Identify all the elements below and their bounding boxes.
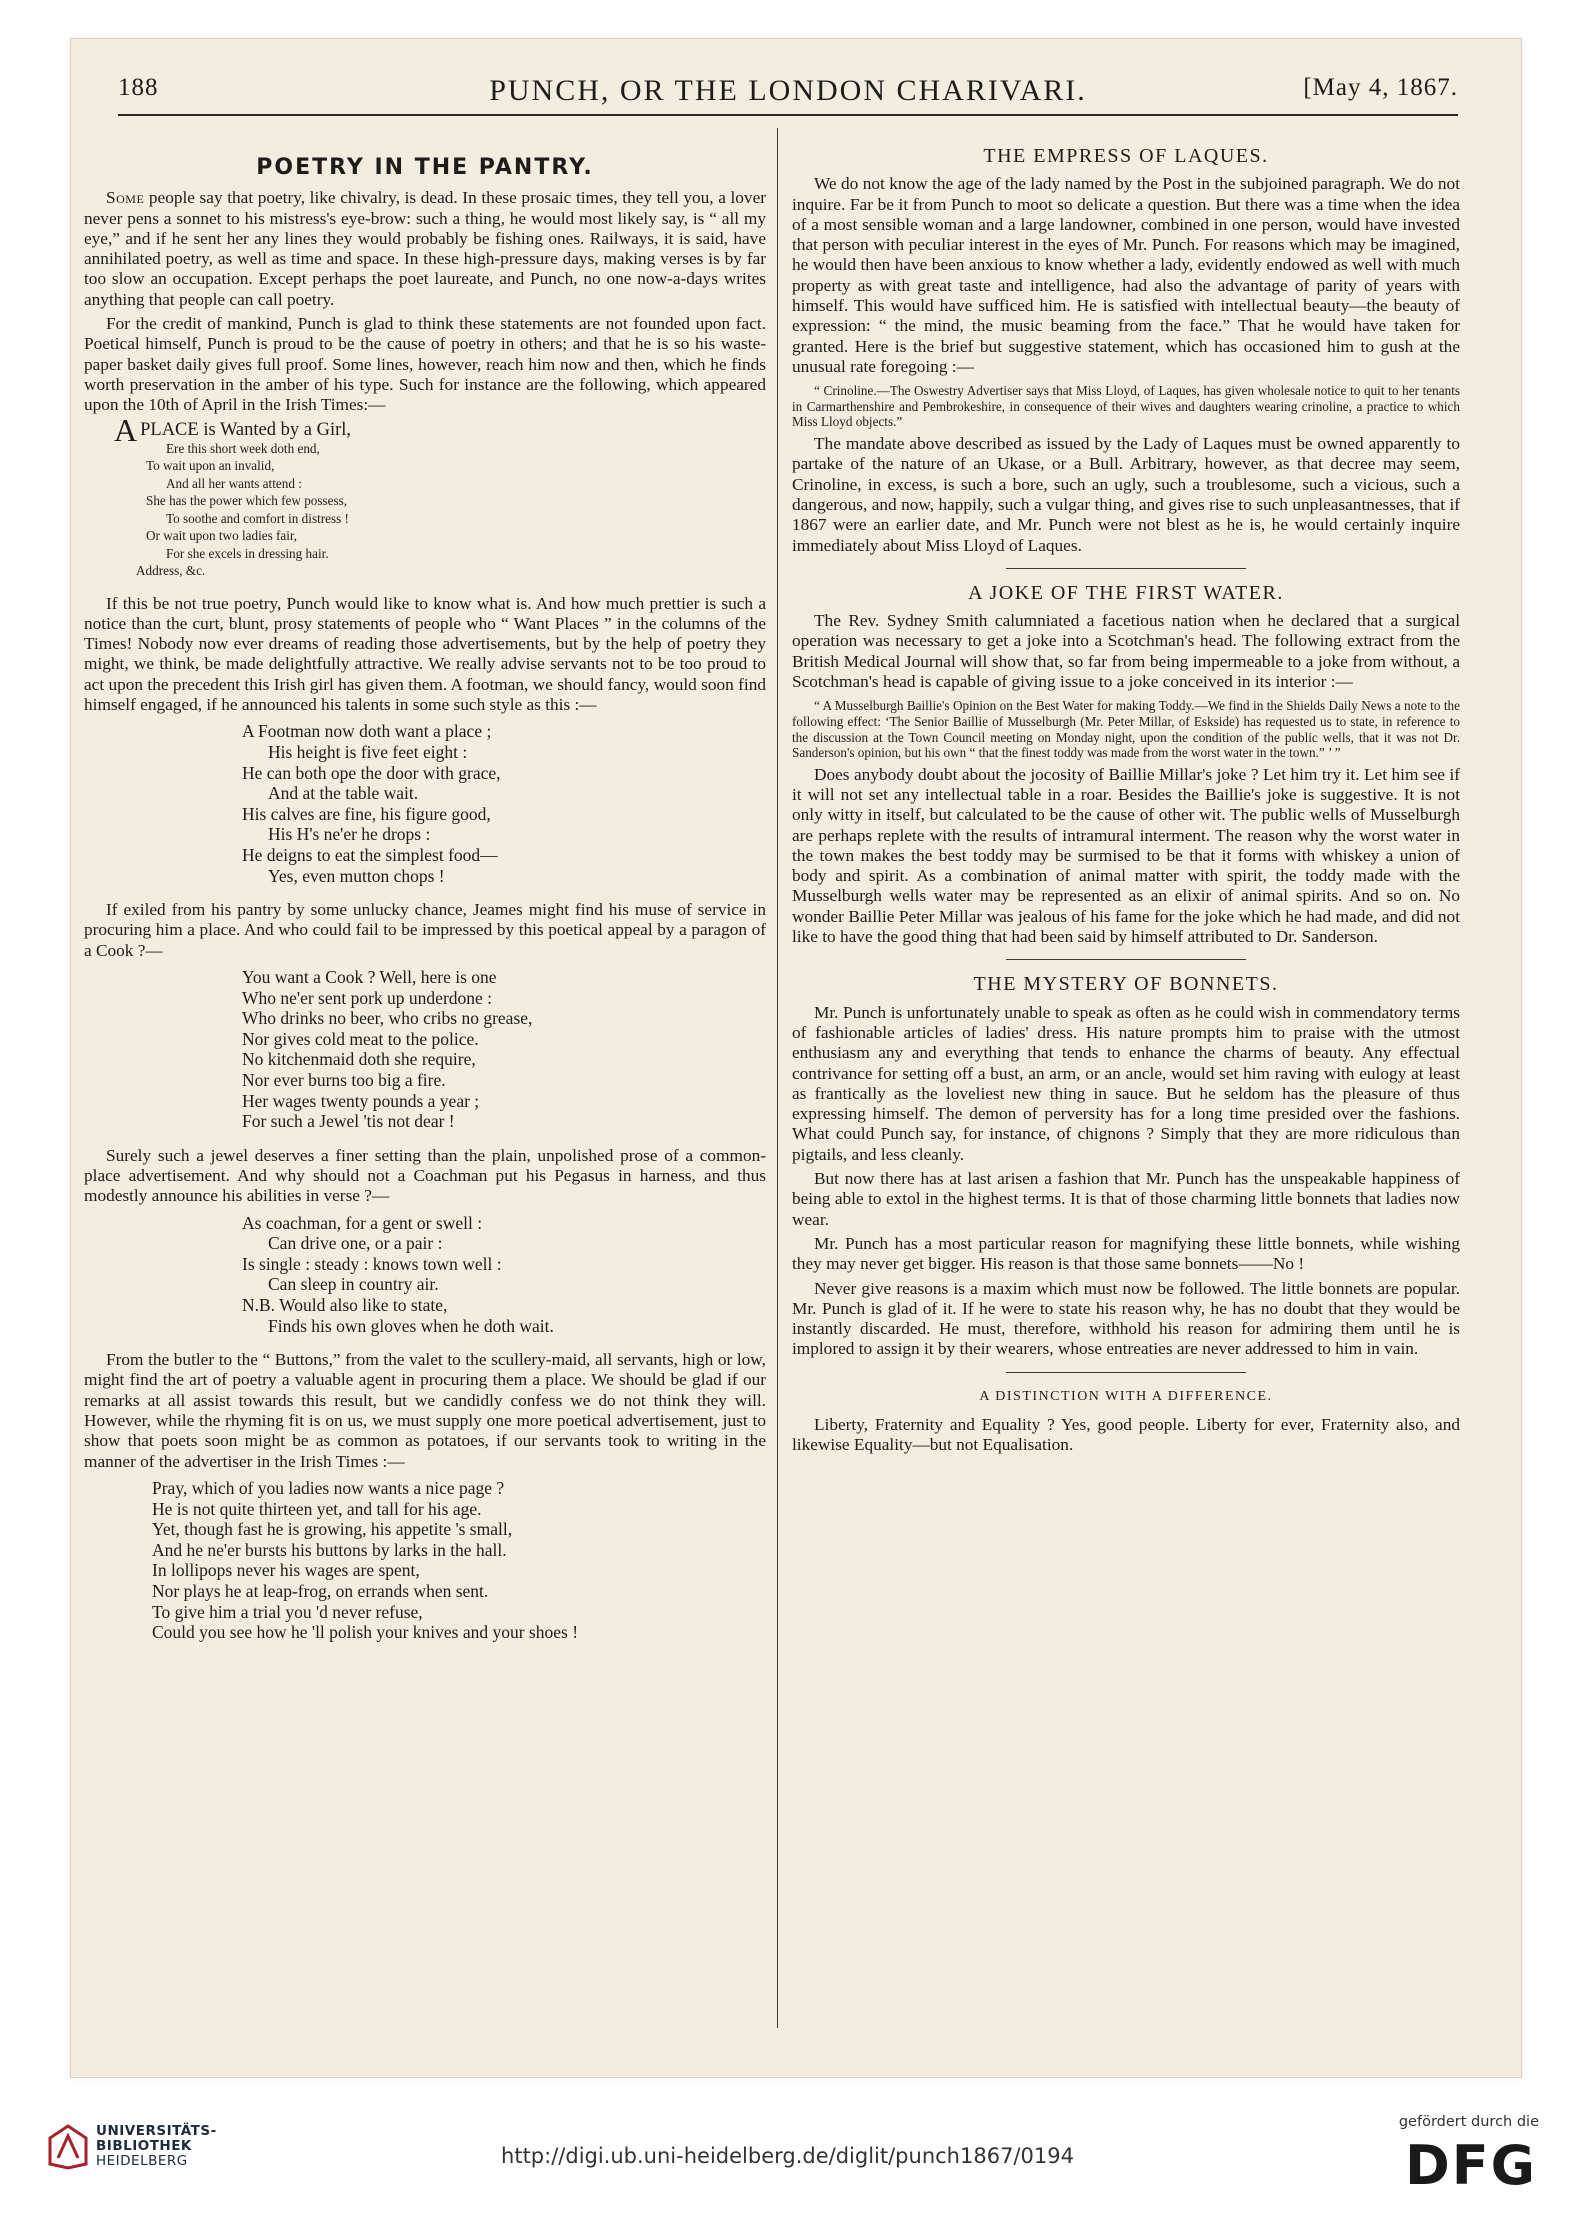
verse-line: She has the power which few possess, [146,493,348,509]
verse-line: Or wait upon two ladies fair, [146,528,298,544]
paragraph: We do not know the age of the lady named by the Post in the subjoined paragraph. We do not inquire. Far be it from Punch to moot so delicate a question. But there was a time when the idea of a most sensible woman and a large landowner, combined in one person, would have invested that person with peculiar interest in the eyes of Mr. Punch. For reasons which may be imagined, he would then have been anxious to know whether a lady, evidently endowed as well with much property as with great taste and intelligence, had also the advantage of parity of years with himself. This would have sufficed him. He is satisfied with intellectual beauty—the beauty of expression: “ the mind, the music beaming from the face.” That he would have taken for granted. Here is the brief but suggestive statement, which has occasioned him to gush at the unusual rate foregoing :— [792,174,1460,376]
poem-line: Can drive one, or a pair : [268,1233,443,1254]
poem-line: Her wages twenty pounds a year ; [242,1090,480,1111]
paragraph: The mandate above described as issued by the Lady of Laques must be owned apparently to partake of the nature of an Ukase, or a Bull. Arbitrary, however, as that decree may seem, Crinoline, in excess, is such a bore, such an ugly, such a troublesome, such a vicious, such a dangerous, and now, happily, such a vulgar thing, and gives rise to such unpleasantnesses, that if 1867 were an earlier date, and Mr. Punch were not blest as he is, he would certainly inquire immediately about Miss Lloyd of Laques. [792,434,1460,555]
poem-line: He is not quite thirteen yet, and tall for his age. [152,1498,482,1519]
poem-line: Who ne'er sent pork up underdone : [242,987,493,1008]
poem-footman [84,721,766,886]
poem-line: His height is five feet eight : [268,741,468,762]
poem-line: Nor plays he at leap-frog, on errands when sent. [152,1580,489,1601]
paragraph: Some people say that poetry, like chivalry, is dead. In these prosaic times, they tell you, a lover never pens a sonnet to his mistress's eye-brow: such a thing, he would most likely say, is “ all my eye,” and if he sent her any lines they would probably be fishing ones. Railways, it is said, have annihilated poetry, as well as time and space. In these high-pressure days, making verses is by far too slow an occupation. Except perhaps the poet laureate, and Punch, no one now-a-days writes anything that people can call poetry. [84,188,766,309]
poem-line: He deigns to eat the simplest food— [242,844,498,865]
poem-line: Pray, which of you ladies now wants a nice page ? [152,1477,505,1498]
poem-line: Nor gives cold meat to the police. [242,1028,479,1049]
poem-line: Nor ever burns too big a fire. [242,1069,446,1090]
poem-line: Can sleep in country air. [268,1274,439,1295]
advertisement-verse [84,411,766,580]
poem-line: As coachman, for a gent or swell : [242,1212,483,1233]
poem-line: His calves are fine, his figure good, [242,803,491,824]
poem-coachman [84,1213,766,1337]
paragraph: Never give reasons is a maxim which must now be followed. The little bonnets are popular. Mr. Punch is glad of it. If he were to state his reason why, he has no doubt that they would be instantly discarded. He must, therefore, withhold his reason for admiring them until he is implored to assign it by their wearers, whose entreaties are never addressed to him in vain. [792,1278,1460,1359]
quoted-note: “ A Musselburgh Baillie's Opinion on the Best Water for making Toddy.—We find in the Shields Daily News a note to the following effect: ‘The Senior Baillie of Musselburgh (Mr. Peter Millar, of Eskside) has requested us to state, in reference to the discussion at the Town Council meeting on Monday night, upon the condition of the public wells, that it was not Dr. Sanderson's opinion, but his own “ that the finest toddy was made from the worst water in the town.” ’ ” [792,698,1460,761]
poem-line: Who drinks no beer, who cribs no grease, [242,1008,533,1029]
verse-line: To wait upon an invalid, [146,458,275,474]
paragraph: Liberty, Fraternity and Equality ? Yes, good people. Liberty for ever, Fraternity also, and likewise Equality—but not Equalisation. [792,1415,1460,1455]
poem-line: No kitchenmaid doth she require, [242,1049,476,1070]
page-header [118,72,1458,116]
quoted-note: “ Crinoline.—The Oswestry Advertiser says that Miss Lloyd, of Laques, has given wholesale notice to quit to her tenants in Carmarthenshire and Pembrokeshire, in consequence of their wives and daughters wearing crinoline, a practice to which Miss Lloyd objects.” [792,383,1460,430]
poem-line: Yet, though fast he is growing, his appetite 's small, [152,1519,513,1540]
verse-line: Address, &c. [136,563,206,579]
poem-page [84,1478,766,1643]
column-divider [777,128,778,2028]
poem-line: You want a Cook ? Well, here is one [242,966,497,987]
library-name: UNIVERSITÄTS- BIBLIOTHEK HEIDELBERG [96,2123,217,2169]
poem-line: Yes, even mutton chops ! [268,865,445,886]
poem-line: And he ne'er bursts his buttons by larks in the hall. [152,1539,507,1560]
lead-word: Some [106,188,145,208]
article-title-distinction: A DISTINCTION WITH A DIFFERENCE. [979,1388,1273,1404]
issue-date: [May 4, 1867. [1303,74,1458,101]
page-number: 188 [118,74,159,101]
poem-cook [84,967,766,1132]
section-divider [1006,568,1246,569]
poem-line: Finds his own gloves when he doth wait. [268,1315,554,1336]
dfg-logo: DFG [1404,2134,1537,2197]
paragraph: From the butler to the “ Buttons,” from the valet to the scullery-maid, all servants, high or low, might find the art of poetry a valuable agent in procuring them a place. We should be glad if our remarks at all assist towards this result, but we candidly confess we do not think they will. However, while the rhyming fit is on us, we must supply one more poetical advertisement, just to show that poets soon might be as common as potatoes, if our servants took to writing in the manner of the advertiser in the Irish Times :— [84,1350,766,1471]
right-column [792,130,1460,1460]
article-title-joke: A JOKE OF THE FIRST WATER. [968,581,1284,604]
viewer-footer [0,2100,1575,2218]
verse-line: For she excels in dressing hair. [166,545,329,561]
funding-caption: gefördert durch die [1398,2114,1539,2130]
paragraph: For the credit of mankind, Punch is glad to think these statements are not founded upon fact. Poetical himself, Punch is proud to be the cause of poetry in others; and that he is so his waste-paper basket daily gives full proof. Some lines, however, reach him now and then, which he finds worth preservation in the amber of his type. Such for instance are the following, which appeared upon the 10th of April in the Irish Times:— [84,314,766,415]
poem-line: N.B. Would also like to state, [242,1295,448,1315]
poem-line: In lollipops never his wages are spent, [152,1560,420,1581]
verse-line: To soothe and comfort in distress ! [166,510,349,526]
article-title-empress: THE EMPRESS OF LAQUES. [983,145,1269,167]
verse-line: And all her wants attend : [166,475,302,491]
left-column [84,130,766,1657]
section-divider [1006,959,1246,960]
permalink-url[interactable]: http://digi.ub.uni-heidelberg.de/diglit/punch1867/0194 [501,2144,1074,2168]
poem-line: For such a Jewel 'tis not dear ! [242,1111,455,1132]
poem-line: Is single : steady : knows town well : [242,1253,502,1274]
paragraph: Does anybody doubt about the jocosity of Baillie Millar's joke ? Let him try it. Let him see if it will not set any intellectual table in a roar. Besides the Baillie's joke is suggestive. It is not only witty in itself, but calculated to be the cause of other wit. The public wells of Musselburgh are perhaps replete with the results of intramural interment. The reason why the worst water in the town makes the best toddy may be surmised to be that it forms with whiskey a union of body and spirit. As a combination of animal matter with spirit, the toddy made with the Musselburgh wells water may be represented as an elixir of animal spirits. And so on. No wonder Baillie Peter Millar was jealous of his fame for the joke which he had made, and did not like to have the good thing that had been said by himself attributed to Dr. Sanderson. [792,764,1460,947]
paragraph: Mr. Punch has a most particular reason for magnifying these little bonnets, while wishing they may never get bigger. His reason is that those same bonnets——No ! [792,1233,1460,1274]
paragraph: Surely such a jewel deserves a finer setting than the plain, unpolished prose of a common-place advertisement. And why should not a Coachman put his Pegasus in harness, and thus modestly announce his abilities in verse ?— [84,1145,766,1206]
verse-line: Ere this short week doth end, [166,440,320,456]
poem-line: He can both ope the door with grace, [242,762,501,783]
poem-line: His H's ne'er he drops : [268,824,431,845]
poem-line: To give him a trial you 'd never refuse, [152,1601,423,1622]
article-title-poetry: POETRY IN THE PANTRY. [256,155,594,180]
section-divider [1006,1372,1246,1373]
paragraph: But now there has at last arisen a fashion that Mr. Punch has the unspeakable happiness of being able to extol in the highest terms. It is that of those charming little bonnets that ladies now wear. [792,1169,1460,1229]
article-title-bonnets: THE MYSTERY OF BONNETS. [973,973,1279,996]
poem-line: And at the table wait. [268,783,419,804]
poem-line: A Footman now doth want a place ; [242,721,492,742]
paragraph: Mr. Punch is unfortunately unable to speak as often as he could wish in commendatory terms of fashionable articles of ladies' dress. His nature prompts him to praise with the utmost enthusiasm any and everything that tends to enhance the charms of beauty. Any effectual contrivance for setting off a bust, an arm, or an ancle, would set him raving with eulogy at least as frantically as the loveliest new thing in sauce. But he seldom has the pleasure of thus expressing himself. The demon of perversity has for a long time presided over the fashions. What could Punch say, for instance, of chignons ? Simply that they are more ridiculous than pigtails, and less cleanly. [792,1002,1460,1164]
paragraph: If this be not true poetry, Punch would like to know what is. And how much prettier is such a notice than the curt, blunt, prosy statements of people who “ Want Places ” in the columns of the Times! Nobody now ever dreams of reading those advertisements, but by the help of poetry they might, we think, be made delightfully attractive. We really advise servants not to be too proud to act upon the precedent this Irish girl has given them. A footman, we should fancy, would soon find himself engaged, if he announced his talents in some such style as this :— [84,593,766,715]
paragraph: The Rev. Sydney Smith calumniated a facetious nation when he declared that a surgical operation was necessary to get a joke into a Scotchman's head. The following extract from the British Medical Journal will show that, so far from being impermeable to a joke from without, a Scotchman's head is capable of giving issue to a joke conceived in its interior :— [792,611,1460,692]
verse-line: APLACE is Wanted by a Girl, [114,411,352,448]
publication-title: PUNCH, OR THE LONDON CHARIVARI. [489,74,1087,107]
paragraph: If exiled from his pantry by some unlucky chance, Jeames might find his muse of service in procuring him a place. And who could fail to be impressed by this poetical appeal by a paragon of a Cook ?— [84,900,766,960]
poem-line: Could you see how he 'll polish your knives and your shoes ! [152,1622,579,1643]
drop-cap: A [114,411,138,448]
